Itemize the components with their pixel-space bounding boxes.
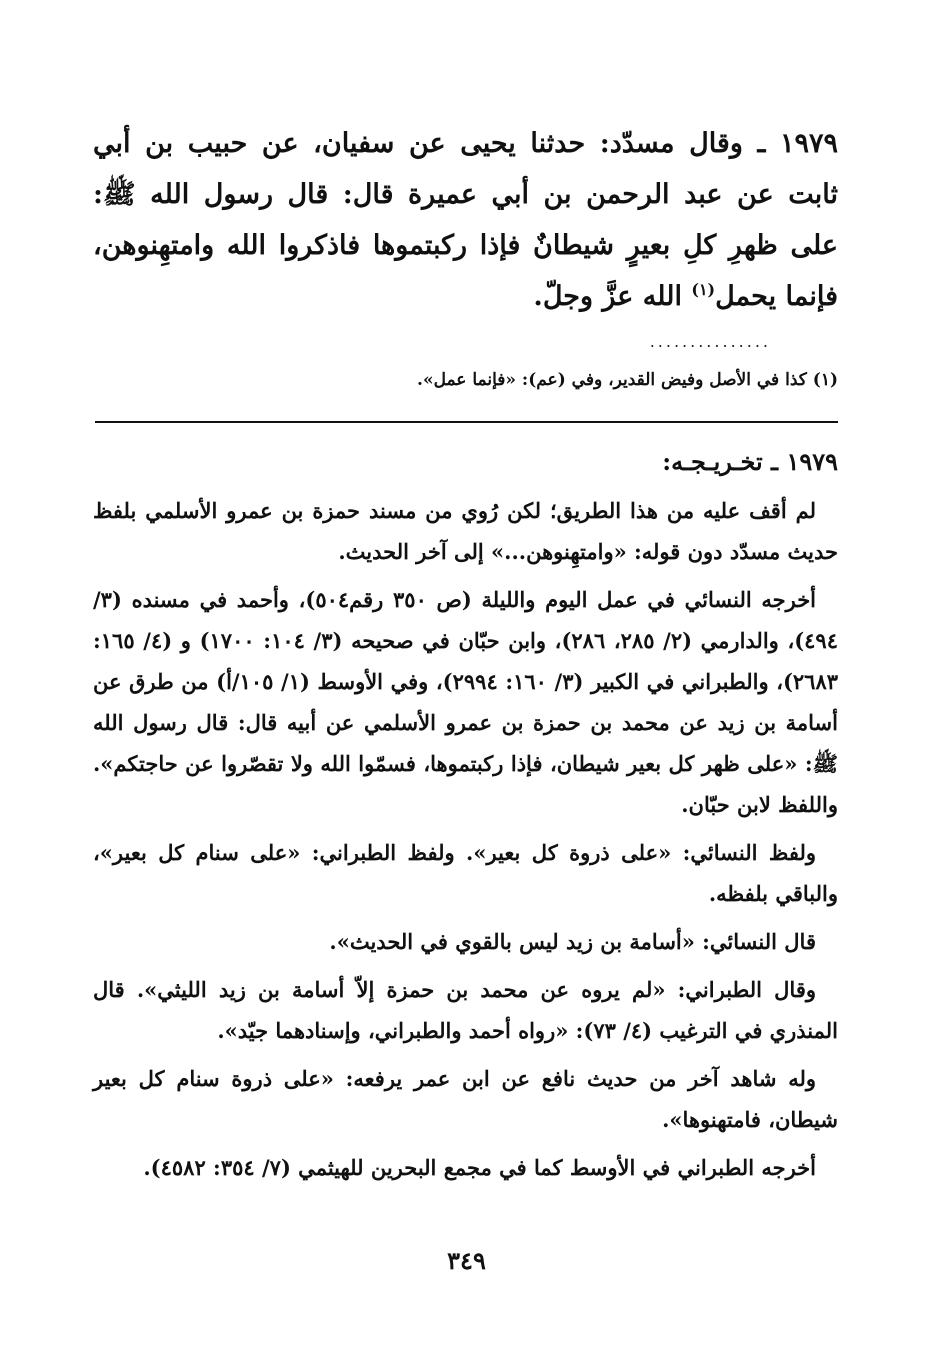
takhrij-paragraph: ولفظ النسائي: «على ذروة كل بعير». ولفظ الطبراني: «على سنام كل بعير»، والباقي بلفظه. (93, 840, 838, 906)
takhrij-paragraph: وله شاهد آخر من حديث نافع عن ابن عمر يرفعه: «على ذروة سنام كل بعير شيطان، فامتهنوها». (93, 1066, 838, 1132)
footnote-reference: (١) (691, 280, 716, 299)
takhrij-heading: ١٩٧٩ ـ تخـريـجـه: (662, 447, 838, 476)
hadith-number: ١٩٧٩ (780, 128, 839, 159)
section-divider (95, 421, 838, 423)
takhrij-paragraph: أخرجه النسائي في عمل اليوم والليلة (ص ٣٥٠ رقم٥٠٤)، وأحمد في مسنده (٣/ ٤٩٤)، والدارمي (٢/ ٢٨٥، ٢٨٦)، وابن حبّان في صحيحه (٣/ ١٠٤: ١٧٠٠) و (٤/ ١٦٥: ٢٦٨٣)، والطبراني في الكبير (٣/ ١٦٠: ٢٩٩٤)، وفي الأوسط (١/ ١٠٥/أ) من طرق عن أسامة بن زيد عن محمد بن حمزة بن عمرو الأسلمي عن أبيه قال: قال رسول الله ﷺ: «على ظهر كل بعير شيطان، فإذا ركبتموها، فسمّوا الله ولا تقصّروا عن حاجتكم». واللفظ لابن حبّان. (93, 587, 839, 817)
takhrij-section (93, 490, 838, 1195)
footnote: (١) كذا في الأصل وفيض القدير، وفي (عم): «فإنما عمل». (417, 370, 838, 390)
takhrij-paragraph: أخرجه الطبراني في الأوسط كما في مجمع البحرين للهيثمي (٧/ ٣٥٤: ٤٥٨٢). (143, 1155, 816, 1180)
takhrij-paragraph: قال النسائي: «أسامة بن زيد ليس بالقوي في الحديث». (329, 929, 816, 954)
hadith-body: وقال مسدّد: حدثنا يحيى عن سفيان، عن حبيب بن أبي ثابت عن عبد الرحمن بن أبي عميرة قال: قال رسول الله ﷺ: على ظهرِ كلِ بعيرٍ شيطانٌ فإذا ركبتموها فاذكروا الله وامتهِنوهن، فإنما يحمل (93, 128, 838, 312)
hadith-text (93, 118, 838, 322)
footnote-separator: ............... (649, 332, 771, 351)
page-number: ٣٤٩ (447, 1246, 486, 1275)
hadith-ending: الله عزَّ وجلّ. (533, 281, 682, 312)
takhrij-paragraph: لم أقف عليه من هذا الطريق؛ لكن رُوي من مسند حمزة بن عمرو الأسلمي بلفظ حديث مسدّد دون قوله: «وامتهِنوهن...» إلى آخر الحديث. (93, 498, 838, 564)
hadith-dash: ـ (742, 128, 766, 159)
takhrij-paragraph: وقال الطبراني: «لم يروه عن محمد بن حمزة إلاّ أسامة بن زيد الليثي». قال المنذري في الترغيب (٤/ ٧٣): «رواه أحمد والطبراني، وإسنادهما جيّد». (93, 977, 838, 1043)
